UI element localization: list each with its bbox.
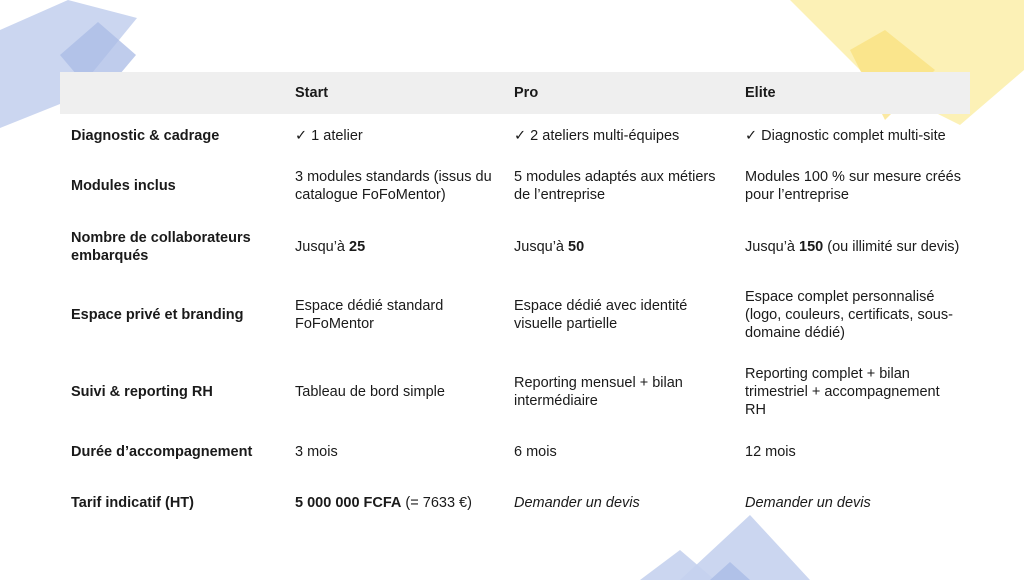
header-blank [60,72,284,114]
cell-pro: ✓ 2 ateliers multi-équipes [514,128,680,144]
cell-start: ✓ 1 atelier [295,128,363,144]
row-label: Diagnostic & cadrage [71,128,220,144]
table-row [60,214,970,279]
cell-start: 3 mois [295,444,338,460]
cell-pro: 6 mois [514,444,557,460]
cell-pro [503,214,734,279]
cell-prefix: Jusqu’à [745,238,800,255]
cell-prefix: Jusqu’à [295,238,350,255]
table-row [60,279,970,351]
row-label: Modules inclus [71,178,176,194]
row-label: Tarif indicatif (HT) [71,495,194,511]
table-row [60,158,970,214]
cell-suffix: (ou illimité sur devis) [823,238,960,255]
cell-elite: Reporting complet + bilan trimestriel + accompagnement RH [745,366,940,418]
cell-elite: Demander un devis [745,495,871,511]
table-row [60,471,970,535]
header-elite: Elite [745,85,776,101]
cell-elite: Espace complet personnalisé (logo, couleurs, certificats, sous-domaine dédié) [745,289,953,341]
row-label: Durée d’accompagnement [71,444,253,460]
cell-pro: 5 modules adaptés aux métiers de l’entreprise [514,169,716,203]
price-conversion: (= 7633 €) [401,495,472,511]
cell-pro: Demander un devis [514,495,640,511]
cell-prefix: Jusqu’à [514,238,569,255]
cell-elite [734,214,970,279]
header-start: Start [295,85,329,101]
row-label: Espace privé et branding [71,307,244,323]
price-value: 5 000 000 FCFA [295,495,402,511]
table-row [60,433,970,471]
cell-pro: Reporting mensuel + bilan intermédiaire [514,375,683,409]
cell-pro: Espace dédié avec identité visuelle partielle [514,298,688,332]
cell-value: 25 [349,238,366,255]
table-row [60,351,970,433]
cell-elite: Modules 100 % sur mesure créés pour l’entreprise [745,169,961,203]
cell-start: 3 modules standards (issus du catalogue FoFoMentor) [295,169,492,203]
cell-start [284,214,503,279]
cell-value: 50 [568,238,585,255]
row-label: Nombre de collaborateurs embarqués [71,229,251,264]
cell-start: Tableau de bord simple [295,384,445,400]
cell-start: Espace dédié standard FoFoMentor [295,298,444,332]
cell-start [284,471,503,535]
row-label: Suivi & reporting RH [71,384,213,400]
header-pro: Pro [514,85,539,101]
table-header-row [60,72,970,114]
cell-elite: 12 mois [745,444,796,460]
pricing-comparison-table [60,72,970,535]
cell-elite: ✓ Diagnostic complet multi-site [745,128,946,144]
cell-value: 150 [799,238,824,255]
pricing-table-container [60,72,970,535]
table-row [60,114,970,158]
